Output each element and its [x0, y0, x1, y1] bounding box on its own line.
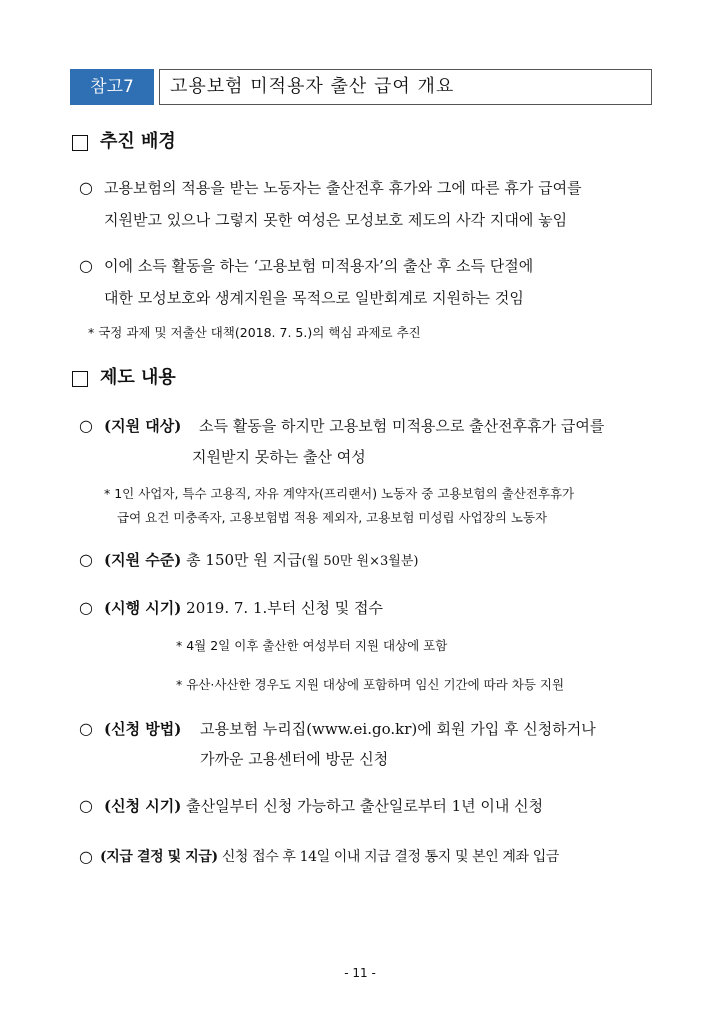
paragraph-line: 이에 소득 활동을 하는 ‘고용보험 미적용자’의 출산 후 소득 단절에: [104, 257, 534, 275]
bullet-circle-icon: ○: [79, 796, 93, 815]
paragraph-line: 대한 모성보호와 생계지원을 목적으로 일반회계로 지원하는 것임: [104, 289, 524, 307]
section-title: 제도 내용: [100, 367, 176, 388]
bullet-circle-icon: ○: [79, 416, 93, 435]
checkbox-square-icon: [72, 371, 88, 387]
page-title: 고용보험 미적용자 출산 급여 개요: [170, 76, 455, 97]
footnote: * 1인 사업자, 특수 고용직, 자유 계약자(프리랜서) 노동자 중 고용보험의 출산전후휴가: [104, 486, 575, 501]
paragraph-line: 소득 활동을 하지만 고용보험 미적용으로 출산전후휴가 급여를: [199, 417, 605, 435]
paragraph-line: [104, 597, 383, 619]
footnote: * 유산·사산한 경우도 지원 대상에 포함하며 임신 기간에 따라 차등 지원: [176, 677, 565, 692]
paragraph-line: 지원받고 있으나 그렇지 못한 여성은 모성보호 제도의 사각 지대에 놓임: [104, 211, 568, 229]
paragraph-line: [104, 549, 418, 573]
footnote: 급여 요건 미충족자, 고용보험법 적용 제외자, 고용보험 미성립 사업장의 노동자: [117, 510, 548, 525]
paragraph-line: 고용보험 누리집(www.ei.go.kr)에 회원 가입 후 신청하거나: [200, 720, 596, 738]
paragraph-line: 지원받지 못하는 출산 여성: [192, 448, 366, 466]
item-label-method: (신청 방법): [104, 720, 182, 738]
item-label-level: (지원 수준): [104, 551, 182, 569]
bullet-circle-icon: ○: [79, 256, 93, 275]
paragraph-line: [104, 795, 543, 817]
paragraph-line: 가까운 고용센터에 방문 신청: [200, 750, 389, 768]
bullet-circle-icon: ○: [79, 178, 93, 197]
paragraph-line: 고용보험의 적용을 받는 노동자는 출산전후 휴가와 그에 따른 휴가 급여를: [104, 179, 582, 197]
footnote: * 국정 과제 및 저출산 대책(2018. 7. 5.)의 핵심 과제로 추진: [88, 325, 421, 340]
item-label-timing: (신청 시기): [104, 797, 182, 815]
item-label-period: (시행 시기): [104, 599, 182, 617]
bullet-circle-icon: ○: [79, 847, 93, 866]
checkbox-square-icon: [72, 135, 88, 151]
item-text-timing: 출산일부터 신청 가능하고 출산일로부터 1년 이내 신청: [186, 797, 544, 815]
bullet-circle-icon: ○: [79, 550, 93, 569]
item-note-level: (월 50만 원×3월분): [301, 554, 419, 569]
item-text-payment: 신청 접수 후 14일 이내 지급 결정 통지 및 본인 계좌 입금: [221, 849, 559, 865]
bullet-circle-icon: ○: [79, 719, 93, 738]
item-text-period: 2019. 7. 1.부터 신청 및 접수: [186, 599, 384, 617]
footnote: * 4월 2일 이후 출산한 여성부터 지원 대상에 포함: [176, 638, 448, 653]
title-box: [159, 69, 652, 105]
page-number: - 11 -: [344, 966, 376, 980]
bullet-circle-icon: ○: [79, 598, 93, 617]
paragraph-line: [100, 846, 559, 868]
item-label-target: (지원 대상): [104, 417, 182, 435]
section-title: 추진 배경: [100, 131, 176, 152]
item-label-payment: (지급 결정 및 지급): [100, 849, 218, 865]
item-text-level: 총 150만 원 지급: [186, 551, 302, 569]
reference-tag: 참고7: [70, 69, 154, 105]
